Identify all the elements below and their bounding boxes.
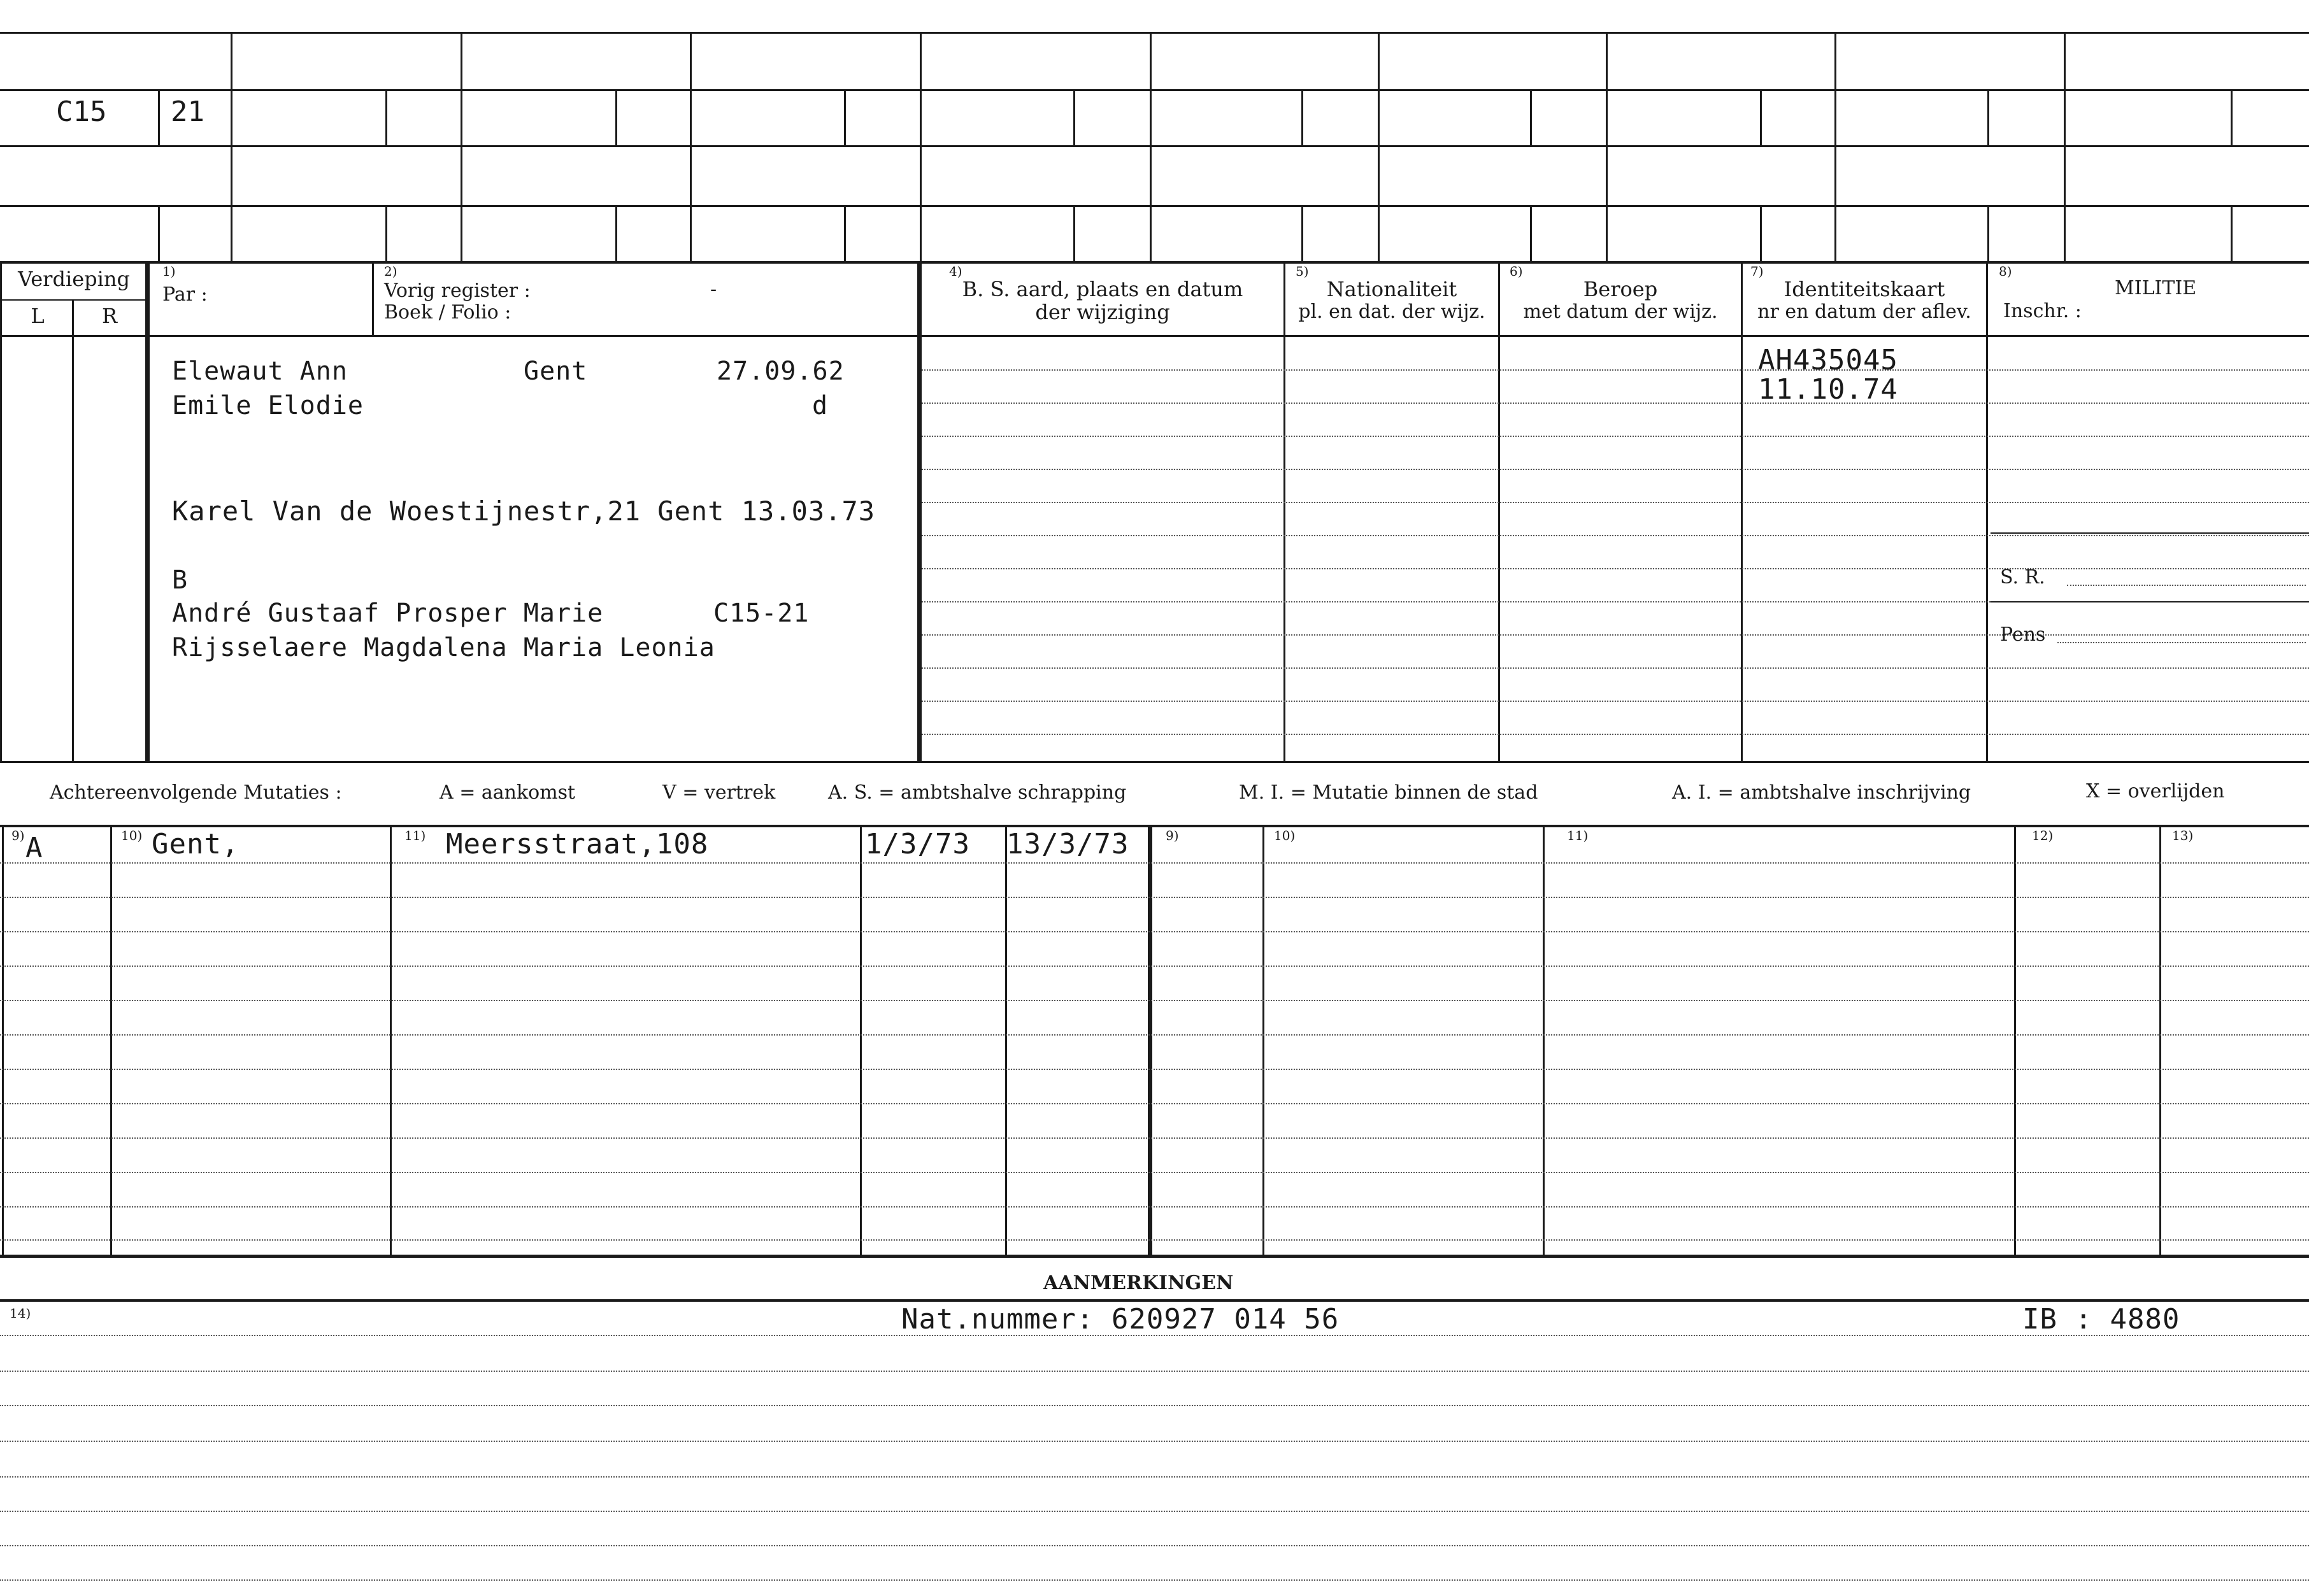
col-13-num: 13) <box>2172 828 2194 843</box>
ib-number: IB : 4880 <box>2022 1303 2180 1336</box>
birth-date: 27.09.62 <box>717 357 845 386</box>
col-10-num-right: 10) <box>1274 828 1296 843</box>
b-marker: B <box>172 566 189 595</box>
legend-a: A = aankomst <box>440 781 576 804</box>
bs-header-line2: der wijziging <box>1035 300 1170 324</box>
col-9-num-right: 9) <box>1166 828 1179 843</box>
col-5-num: 5) <box>1296 264 1309 279</box>
col-2-num: 2) <box>384 264 397 279</box>
national-number: Nat.nummer: 620927 014 56 <box>901 1303 1340 1336</box>
identiteitskaart-header-line2: nr en datum der aflev. <box>1757 301 1971 323</box>
beroep-header-line2: met datum der wijz. <box>1523 301 1718 323</box>
boek-folio-label: Boek / Folio : <box>384 301 511 324</box>
house-number: 21 <box>171 96 204 128</box>
col-11-num-right: 11) <box>1567 828 1589 843</box>
vorig-register-value: - <box>710 278 717 301</box>
mother-name: Rijsselaere Magdalena Maria Leonia <box>172 633 715 662</box>
col-4-num: 4) <box>949 264 962 279</box>
nationaliteit-header-line1: Nationaliteit <box>1326 277 1457 301</box>
right-label: R <box>101 304 118 328</box>
birth-place: Gent <box>524 357 588 386</box>
mutation-city: Gent, <box>152 828 239 860</box>
mutation-date-1: 1/3/73 <box>865 828 970 860</box>
legend-ai: A. I. = ambtshalve inschrijving <box>1672 781 1971 804</box>
legend-v: V = vertrek <box>662 781 776 804</box>
verdieping-label: Verdieping <box>18 267 130 291</box>
id-card-number: AH435045 <box>1758 344 1898 376</box>
col-1-num: 1) <box>162 264 176 279</box>
surname-firstname: Elewaut Ann <box>172 357 348 386</box>
identiteitskaart-header-line1: Identiteitskaart <box>1784 277 1945 301</box>
col-9-num: 9) <box>11 828 25 843</box>
col-12-num: 12) <box>2032 828 2054 843</box>
sr-label: S. R. <box>2000 566 2045 588</box>
reference-code: C15-21 <box>713 599 810 628</box>
col-7-num: 7) <box>1750 264 1764 279</box>
sex-marker: d <box>812 391 829 420</box>
nationaliteit-header-line2: pl. en dat. der wijz. <box>1298 301 1485 323</box>
militie-header: MILITIE <box>2115 277 2197 299</box>
other-firstnames: Emile Elodie <box>172 391 364 420</box>
beroep-header-line1: Beroep <box>1583 277 1658 301</box>
legend-as: A. S. = ambtshalve schrapping <box>828 781 1127 804</box>
legend-mi: M. I. = Mutatie binnen de stad <box>1239 781 1538 804</box>
col-10-num: 10) <box>121 828 143 843</box>
id-card-date: 11.10.74 <box>1758 373 1898 406</box>
col-8-num: 8) <box>1999 264 2012 279</box>
bs-header-line1: B. S. aard, plaats en datum <box>962 277 1243 301</box>
mutation-type: A <box>25 832 43 864</box>
legend-title: Achtereenvolgende Mutaties : <box>50 781 342 804</box>
block-code: C15 <box>56 96 107 128</box>
remarks-title: AANMERKINGEN <box>1043 1272 1234 1294</box>
legend-x: X = overlijden <box>2086 780 2225 802</box>
inschr-label: Inschr. : <box>2003 300 2082 322</box>
col-6-num: 6) <box>1510 264 1523 279</box>
par-label: Par : <box>162 283 208 306</box>
pens-label: Pens <box>2000 623 2046 646</box>
mutation-date-2: 13/3/73 <box>1006 828 1129 860</box>
col-14-num: 14) <box>10 1306 31 1321</box>
vorig-register-label: Vorig register : <box>384 280 531 302</box>
mutation-street: Meersstraat,108 <box>446 828 709 860</box>
father-name: André Gustaaf Prosper Marie <box>172 599 604 628</box>
address-line: Karel Van de Woestijnestr,21 Gent 13.03.73 <box>172 495 876 527</box>
left-label: L <box>31 304 45 328</box>
col-11-num: 11) <box>404 828 426 843</box>
